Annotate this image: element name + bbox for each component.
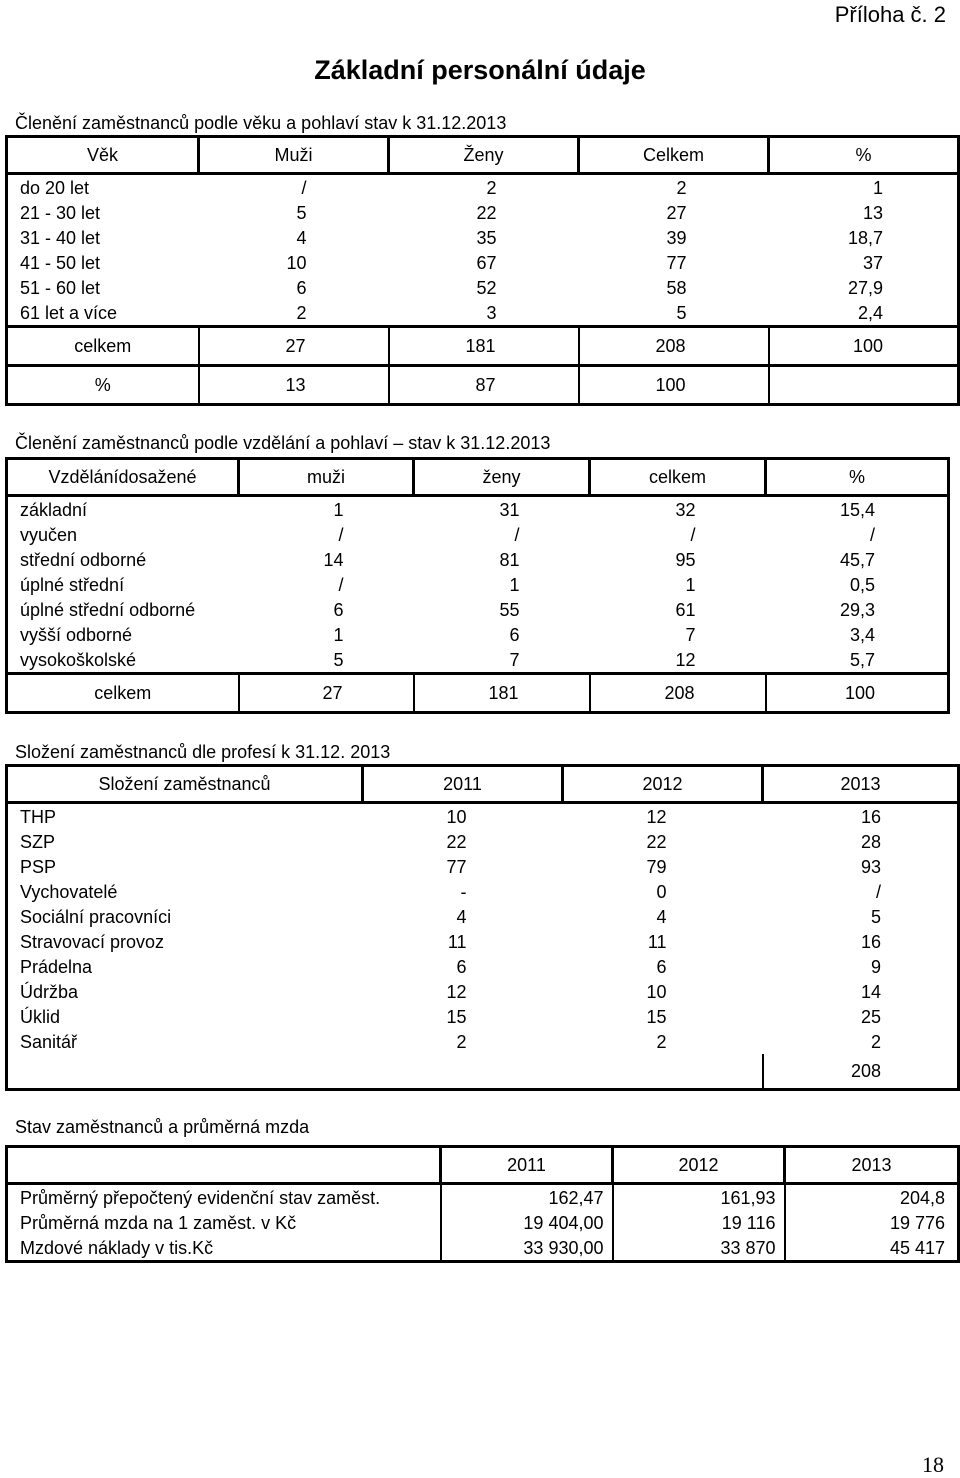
row-label: vysokoškolské [20,649,137,670]
table-cell: 1 [509,574,520,595]
table-cell: 0 [656,881,667,902]
total-row [7,327,959,366]
table-cell: 2 [486,177,497,198]
table-cell: 27,9 [847,277,883,298]
table-cell: 15 [446,1006,467,1027]
table-cell: 19 776 [785,1210,959,1235]
table-row [7,300,959,327]
table-row [7,572,949,597]
table-cell: 31 [499,499,520,520]
table-cell: 2 [656,1031,667,1052]
row-label: PSP [20,856,57,877]
table-cell: 35 [476,227,497,248]
table-cell: 19 116 [613,1210,785,1235]
profession-table [5,764,960,1091]
table-cell: - [460,881,467,902]
table-cell: 81 [499,549,520,570]
table-cell: 19 404,00 [441,1210,613,1235]
table-row [7,1004,959,1029]
row-label: vyšší odborné [20,624,133,645]
table-cell: 9 [870,956,881,977]
table-cell: 27 [666,202,687,223]
table-cell: 12 [675,649,696,670]
annex-label: Příloha č. 2 [834,2,946,27]
column-header: Věk [7,137,199,174]
table-row [7,929,959,954]
total-label: celkem [7,674,239,713]
table-cell: 10 [446,806,467,827]
table-row [7,1235,959,1262]
table-row [7,547,949,572]
table-cell: 1 [333,499,344,520]
table-cell: 39 [666,227,687,248]
row-label: Úklid [20,1006,61,1027]
table-cell: 25 [860,1006,881,1027]
table-header-row [7,1147,959,1184]
table-cell: / [869,524,875,545]
total-cell: 181 [414,674,590,713]
row-label: Vychovatelé [20,881,118,902]
profession-table-caption: Složení zaměstnanců dle profesí k 31.12. 2013 [15,742,391,762]
column-header: 2012 [613,1147,785,1184]
column-header: Muži [199,137,389,174]
column-header: % [766,459,949,496]
table-cell: 6 [456,956,467,977]
table-cell: 15 [646,1006,667,1027]
column-header: Celkem [579,137,769,174]
table-cell: / [875,881,881,902]
row-label: vyučen [20,524,78,545]
total-cell: 181 [389,327,579,366]
total-cell: 100 [766,674,949,713]
column-header: ženy [414,459,590,496]
percent-cell: 13 [199,366,389,405]
table-row [7,1210,959,1235]
table-cell: 5 [296,202,307,223]
table-cell: 28 [860,831,881,852]
row-label: Stravovací provoz [20,931,165,952]
table-cell: 10 [646,981,667,1002]
percent-label: % [7,366,199,405]
age-table-caption: Členění zaměstnanců podle věku a pohlaví stav k 31.12.2013 [15,113,507,133]
table-cell: 79 [646,856,667,877]
table-cell: 5 [676,302,687,323]
page-number: 18 [922,1452,944,1477]
column-header: Ženy [389,137,579,174]
percent-cell [769,366,959,405]
row-label: střední odborné [20,549,147,570]
table-cell: 2 [296,302,307,323]
table-cell: 2 [676,177,687,198]
table-header-row [7,459,949,496]
table-cell: 3 [486,302,497,323]
table-row [7,1184,959,1211]
table-cell: 16 [860,931,881,952]
table-cell: 33 930,00 [441,1235,613,1262]
table-cell: 162,47 [441,1184,613,1211]
table-cell: 61 [675,599,696,620]
row-label: Průměrný přepočtený evidenční stav zaměst. [20,1187,381,1208]
table-cell: 7 [509,649,520,670]
row-label: Prádelna [20,956,93,977]
table-cell: 15,4 [839,499,875,520]
table-cell: 29,3 [839,599,875,620]
table-row [7,225,959,250]
table-cell: 67 [476,252,497,273]
row-label: SZP [20,831,56,852]
total-cell: 27 [199,327,389,366]
row-label: 41 - 50 let [20,252,101,273]
table-row [7,647,949,674]
table-cell: 14 [860,981,881,1002]
salary-table-caption: Stav zaměstnanců a průměrná mzda [15,1117,310,1137]
column-header: celkem [590,459,766,496]
row-label: Sanitář [20,1031,78,1052]
table-cell: 6 [296,277,307,298]
table-cell: / [514,524,520,545]
table-row [7,275,959,300]
table-cell: 2 [456,1031,467,1052]
column-header: 2012 [563,766,763,803]
table-row [7,879,959,904]
table-header-row [7,137,959,174]
total-row [7,674,949,713]
table-header-row [7,766,959,803]
row-label: THP [20,806,56,827]
table-cell: 77 [666,252,687,273]
table-row [7,954,959,979]
table-cell: 6 [656,956,667,977]
row-label: 61 let a více [20,302,118,323]
row-label: Údržba [20,981,79,1002]
table-cell: / [690,524,696,545]
total-row [7,1054,959,1090]
table-cell: 0,5 [849,574,875,595]
table-cell: 4 [296,227,307,248]
column-header: Vzdělánídosažené [7,459,239,496]
table-cell: 10 [286,252,307,273]
table-cell: 1 [333,624,344,645]
column-header: Složení zaměstnanců [7,766,363,803]
row-label: 31 - 40 let [20,227,101,248]
table-cell: 161,93 [613,1184,785,1211]
age-table [5,135,960,406]
row-label: základní [20,499,88,520]
table-cell: 2,4 [857,302,883,323]
table-cell: 5 [333,649,344,670]
table-cell: 55 [499,599,520,620]
table-cell: 204,8 [785,1184,959,1211]
table-cell: 14 [323,549,344,570]
table-cell: 2 [870,1031,881,1052]
row-label: Sociální pracovníci [20,906,172,927]
table-row [7,496,949,523]
table-cell: 4 [656,906,667,927]
table-cell: 77 [446,856,467,877]
empty-cell [7,1054,363,1090]
table-cell: 11 [647,931,667,952]
empty-header [7,1147,441,1184]
table-cell: 95 [675,549,696,570]
table-cell: 58 [666,277,687,298]
table-cell: 6 [333,599,344,620]
salary-table [5,1145,960,1263]
percent-cell: 87 [389,366,579,405]
table-cell: / [338,574,344,595]
table-cell: 22 [476,202,497,223]
table-row [7,250,959,275]
column-header: muži [239,459,414,496]
table-cell: 32 [675,499,696,520]
percent-cell: 100 [579,366,769,405]
table-cell: 45,7 [839,549,875,570]
empty-cell [363,1054,563,1090]
column-header: 2011 [441,1147,613,1184]
table-cell: 7 [685,624,696,645]
table-row [7,200,959,225]
table-row [7,803,959,830]
table-cell: 12 [446,981,467,1002]
table-cell: 16 [860,806,881,827]
table-row [7,904,959,929]
total-label: celkem [7,327,199,366]
row-label: úplné střední [20,574,125,595]
table-row [7,174,959,201]
table-cell: 5 [870,906,881,927]
row-label: úplné střední odborné [20,599,196,620]
table-row [7,829,959,854]
table-cell: 93 [860,856,881,877]
total-cell: 208 [579,327,769,366]
row-label: 21 - 30 let [20,202,101,223]
total-cell: 208 [763,1054,959,1090]
table-cell: 45 417 [785,1235,959,1262]
total-cell: 100 [769,327,959,366]
total-cell: 27 [239,674,414,713]
table-row [7,522,949,547]
row-label: 51 - 60 let [20,277,101,298]
column-header: 2011 [363,766,563,803]
empty-cell [563,1054,763,1090]
education-table [5,457,950,714]
row-label: Průměrná mzda na 1 zaměst. v Kč [20,1212,297,1233]
table-cell: 12 [646,806,667,827]
table-row [7,1029,959,1054]
table-cell: 1 [872,177,883,198]
row-label: Mzdové náklady v tis.Kč [20,1237,214,1258]
table-row [7,854,959,879]
page-title: Základní personální údaje [314,55,646,85]
table-cell: 18,7 [847,227,883,248]
row-label: do 20 let [20,177,90,198]
table-cell: 52 [476,277,497,298]
table-cell: 13 [862,202,883,223]
table-cell: 5,7 [849,649,875,670]
table-row [7,979,959,1004]
column-header: 2013 [763,766,959,803]
table-cell: 1 [685,574,696,595]
column-header: 2013 [785,1147,959,1184]
percent-row [7,366,959,405]
column-header: % [769,137,959,174]
table-cell: / [338,524,344,545]
table-cell: 33 870 [613,1235,785,1262]
table-cell: 6 [509,624,520,645]
table-cell: 3,4 [849,624,875,645]
table-cell: 11 [447,931,467,952]
table-cell: 4 [456,906,467,927]
table-row [7,622,949,647]
table-row [7,597,949,622]
total-cell: 208 [590,674,766,713]
table-cell: 22 [446,831,467,852]
table-cell: 37 [862,252,883,273]
table-cell: / [301,177,307,198]
table-cell: 22 [646,831,667,852]
education-table-caption: Členění zaměstnanců podle vzdělání a pohlaví – stav k 31.12.2013 [15,433,551,453]
